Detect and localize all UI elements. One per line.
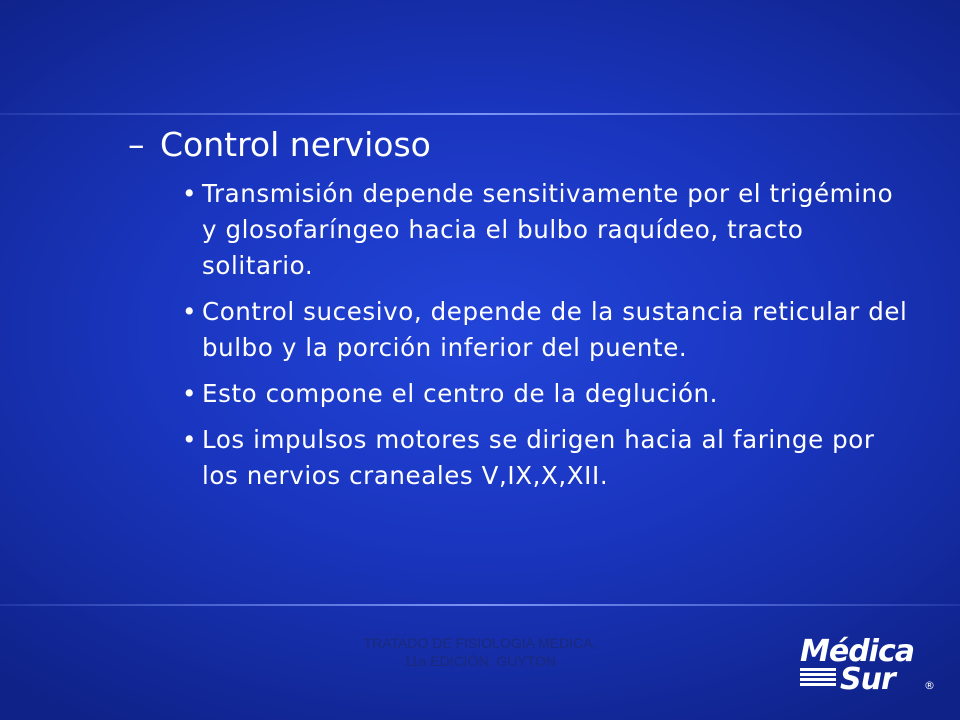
logo-speed-lines bbox=[800, 668, 836, 686]
bullet-text: Los impulsos motores se dirigen hacia al faringe por los nervios craneales V,IX,X,XII. bbox=[202, 425, 875, 490]
logo-text-medica: Médica bbox=[800, 634, 914, 669]
logo-text-sur: Sur bbox=[840, 662, 895, 694]
bullet-text: Esto compone el centro de la deglución. bbox=[202, 379, 719, 408]
heading-text: Control nervioso bbox=[160, 125, 431, 164]
bullet-item bbox=[182, 376, 912, 412]
bullet-list bbox=[182, 176, 912, 504]
bullet-marker: • bbox=[182, 179, 198, 208]
bullet-marker: • bbox=[182, 379, 198, 408]
bullet-item bbox=[182, 422, 912, 494]
bullet-item bbox=[182, 176, 912, 284]
heading-marker: – bbox=[128, 125, 145, 164]
medica-sur-logo bbox=[796, 632, 946, 694]
bullet-item bbox=[182, 294, 912, 366]
bullet-marker: • bbox=[182, 297, 198, 326]
logo-registered-mark: ® bbox=[924, 679, 935, 692]
bullet-marker: • bbox=[182, 425, 198, 454]
bullet-text: Control sucesivo, depende de la sustancia reticular del bulbo y la porción inferior del puente. bbox=[202, 297, 908, 362]
bullet-text: Transmisión depende sensitivamente por el trigémino y glosofaríngeo hacia el bulbo raquídeo, tracto solitario. bbox=[202, 179, 894, 280]
slide-heading bbox=[128, 124, 431, 166]
footer-citation: TRATADO DE FISIOLOGIA MEDICA, 11a EDICIÓN: GUYTON bbox=[363, 635, 597, 669]
bottom-divider-line bbox=[0, 604, 960, 606]
top-divider-line bbox=[0, 113, 960, 115]
